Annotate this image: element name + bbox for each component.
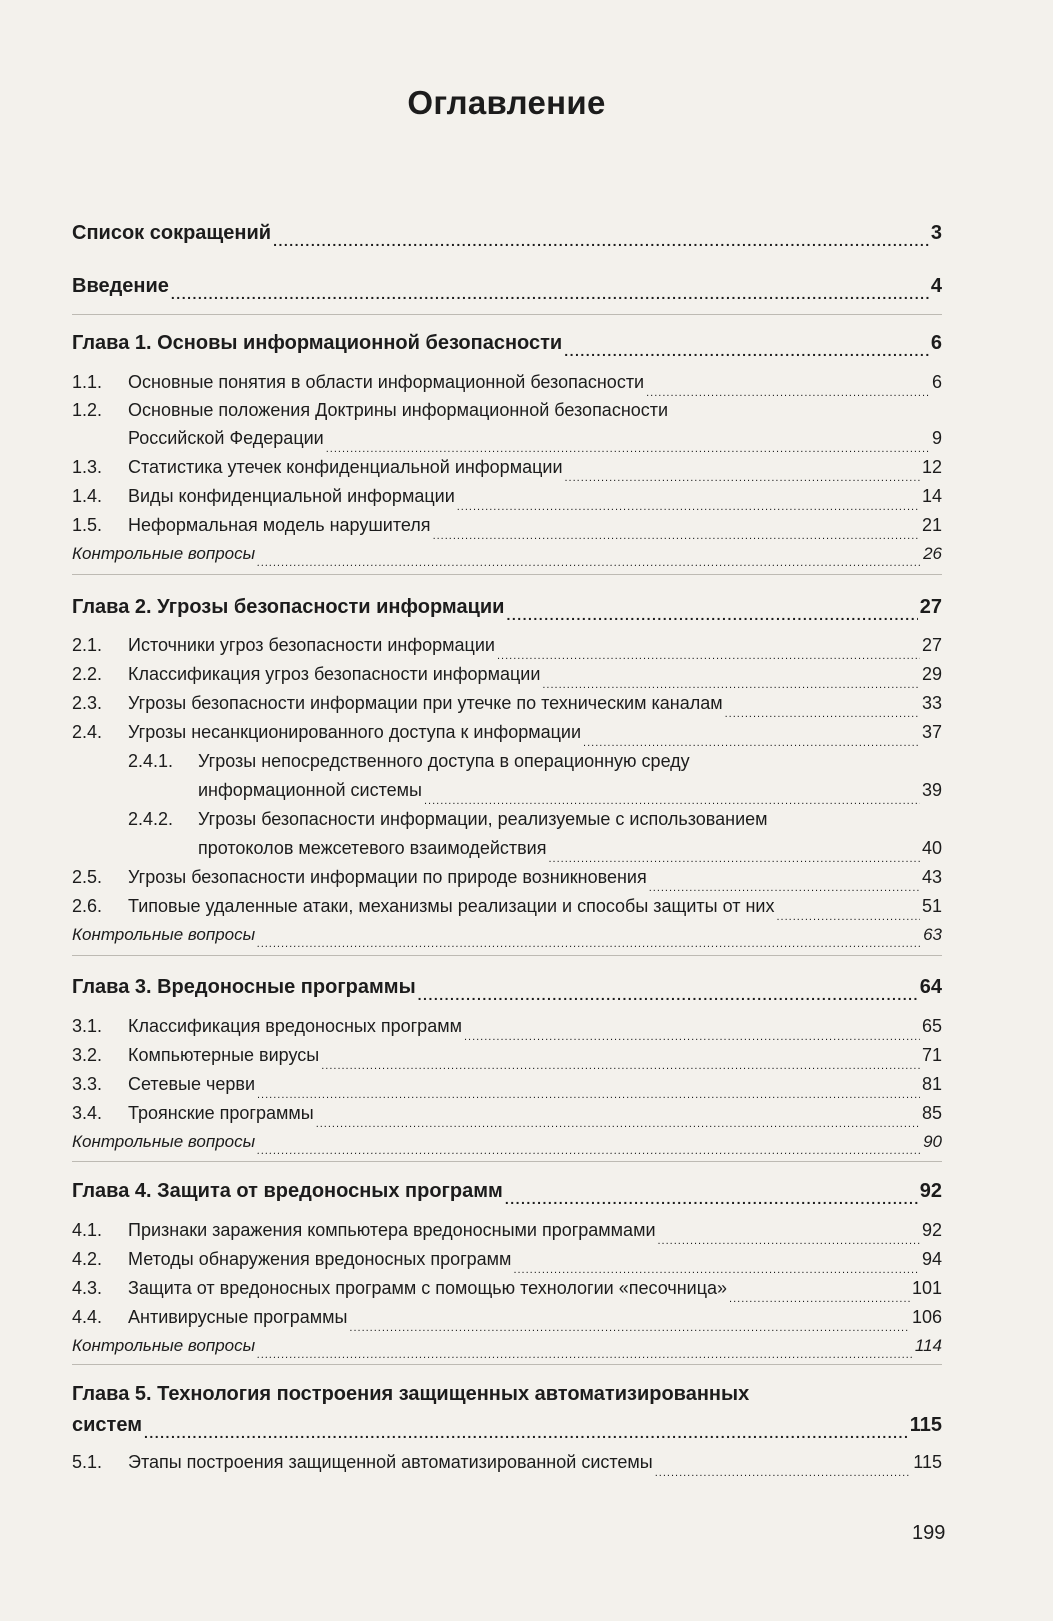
toc-entry-page: 33 [921,693,942,713]
toc-chapter-3[interactable] [72,976,942,1001]
dot-leader [257,935,921,952]
toc-entry-label: Сетевые черви [128,1074,255,1094]
toc-section-2-1[interactable] [72,635,942,661]
toc-control-questions-2[interactable] [72,925,942,949]
toc-entry-number: 4.3. [72,1278,103,1298]
toc-entry-label: Список сокращений [72,222,272,244]
toc-entry-label: Угрозы безопасности информации, реализуемые с использованием [198,809,768,829]
toc-entry-label: Глава 5. Технология построения защищенных автоматизированных [72,1383,750,1405]
toc-entry-label: Методы обнаружения вредоносных программ [128,1249,512,1269]
section-divider [72,314,942,315]
dot-leader [316,1114,920,1132]
toc-entry-page: 27 [919,596,942,618]
dot-leader [457,497,920,515]
toc-section-2-2[interactable] [72,664,942,690]
toc-entry-page: 26 [923,544,942,563]
toc-entry-page: 21 [921,515,942,535]
section-divider [72,574,942,575]
toc-entry-label: Классификация угроз безопасности информации [128,664,541,684]
toc-subsection-2-4-2-line1[interactable] [128,809,768,830]
toc-entry-page: 63 [923,925,942,944]
toc-entry-number: 3.4. [72,1103,103,1123]
toc-section-2-6[interactable] [72,896,942,922]
dot-leader [464,1027,920,1045]
dot-leader [424,791,920,809]
toc-entry-introduction[interactable] [72,275,942,300]
toc-subsection-2-4-1[interactable] [198,780,942,806]
toc-section-1-4[interactable] [72,486,942,512]
toc-entry-number: 1.5. [72,515,103,535]
dot-leader [497,646,920,664]
toc-entry-page: 94 [921,1249,942,1269]
toc-chapter-4[interactable] [72,1180,942,1205]
toc-entry-abbreviations[interactable] [72,222,942,247]
section-divider [72,955,942,956]
toc-entry-number: 1.2. [72,400,103,420]
toc-entry-label: Контрольные вопросы [72,925,256,944]
toc-entry-label: Угрозы безопасности информации при утечке по техническим каналам [128,693,723,713]
toc-entry-page: 114 [914,1336,942,1355]
toc-subsection-2-4-1-line1[interactable] [128,751,690,772]
toc-entry-label: Угрозы несанкционированного доступа к информации [128,722,582,742]
toc-section-3-4[interactable] [72,1103,942,1129]
toc-entry-page: 40 [921,838,942,858]
toc-section-2-3[interactable] [72,693,942,719]
toc-entry-label: Классификация вредоносных программ [128,1016,462,1036]
dot-leader [776,907,920,925]
toc-entry-label: Глава 4. Защита от вредоносных программ [72,1180,503,1202]
dot-leader [257,1346,913,1363]
page-title: Оглавление [407,84,606,121]
dot-leader [655,1463,912,1481]
dot-leader [513,1260,920,1278]
dot-leader [583,733,920,751]
section-divider [72,1161,942,1162]
toc-entry-number: 2.4.2. [128,809,174,829]
dot-leader [418,984,918,1004]
toc-entry-page: 71 [921,1045,942,1065]
toc-section-1-3[interactable] [72,457,942,483]
dot-leader [257,1085,920,1103]
toc-entry-label: Компьютерные вирусы [128,1045,320,1065]
page-number: 199 [912,1522,946,1544]
toc-entry-label-continued: Российской Федерации [128,428,324,448]
toc-section-2-5[interactable] [72,867,942,893]
toc-entry-label: Неформальная модель нарушителя [128,515,431,535]
toc-section-2-4[interactable] [72,722,942,748]
toc-entry-number: 5.1. [72,1452,103,1472]
toc-entry-page: 39 [921,780,942,800]
toc-section-3-2[interactable] [72,1045,942,1071]
dot-leader [349,1318,910,1336]
toc-entry-label: Основные понятия в области информационной безопасности [128,372,645,392]
toc-entry-number: 4.4. [72,1307,103,1327]
dot-leader [273,230,929,250]
toc-entry-number: 2.1. [72,635,103,655]
toc-entry-label: Признаки заражения компьютера вредоносными программами [128,1220,656,1240]
dot-leader [542,675,920,693]
toc-entry-page: 115 [913,1452,942,1472]
toc-entry-label: Этапы построения защищенной автоматизированной системы [128,1452,653,1472]
dot-leader [506,604,917,624]
toc-entry-label: Введение [72,275,169,297]
toc-entry-number: 3.1. [72,1016,103,1036]
toc-chapter-5[interactable] [72,1414,942,1439]
toc-entry-label-continued: протоколов межсетевого взаимодействия [198,838,547,858]
dot-leader [549,849,920,867]
toc-entry-label: Угрозы безопасности информации по природе возникновения [128,867,647,887]
toc-entry-page: 29 [921,664,942,684]
toc-entry-label: Основные положения Доктрины информационной безопасности [128,400,669,420]
toc-entry-number: 2.3. [72,693,103,713]
toc-entry-label: Антивирусные программы [128,1307,348,1327]
toc-section-1-5[interactable] [72,515,942,541]
toc-entry-number: 2.4.1. [128,751,174,771]
toc-section-4-1[interactable] [72,1220,942,1246]
toc-entry-page: 37 [921,722,942,742]
dot-leader [658,1231,920,1249]
toc-entry-label: Контрольные вопросы [72,1132,256,1151]
toc-entry-page: 4 [930,275,942,297]
toc-entry-label: Контрольные вопросы [72,544,256,563]
toc-entry-number: 3.3. [72,1074,103,1094]
toc-entry-page: 64 [919,976,942,998]
dot-leader [564,340,929,360]
toc-entry-page: 92 [919,1180,942,1202]
dot-leader [257,554,921,571]
toc-entry-page: 6 [930,332,942,354]
toc-entry-page: 92 [921,1220,942,1240]
toc-entry-number: 2.6. [72,896,103,916]
toc-entry-number: 1.4. [72,486,103,506]
toc-entry-label: Глава 1. Основы информационной безопасности [72,332,563,354]
dot-leader [257,1142,921,1159]
toc-entry-page: 43 [921,867,942,887]
dot-leader [729,1289,910,1307]
toc-entry-number: 2.2. [72,664,103,684]
toc-entry-label: Защита от вредоносных программ с помощью технологии «песочница» [128,1278,728,1298]
dot-leader [649,878,920,896]
toc-entry-label: Глава 2. Угрозы безопасности информации [72,596,505,618]
toc-entry-page: 65 [921,1016,942,1036]
toc-entry-page: 106 [911,1307,942,1327]
toc-entry-page: 51 [921,896,942,916]
toc-entry-page: 85 [921,1103,942,1123]
toc-section-1-1[interactable] [72,372,942,398]
dot-leader [171,283,929,303]
toc-section-4-2[interactable] [72,1249,942,1275]
toc-chapter-2[interactable] [72,596,942,621]
toc-entry-page: 12 [921,457,942,477]
toc-section-4-4[interactable] [72,1307,942,1333]
toc-entry-label-continued: информационной системы [198,780,422,800]
toc-entry-label-continued: систем [72,1414,142,1436]
dot-leader [144,1422,908,1442]
dot-leader [725,704,920,722]
section-divider [72,1364,942,1365]
toc-entry-label: Троянские программы [128,1103,314,1123]
toc-subsection-2-4-2[interactable] [198,838,942,864]
dot-leader [646,383,930,401]
dot-leader [326,439,930,457]
toc-entry-number: 4.1. [72,1220,103,1240]
toc-control-questions-3[interactable] [72,1132,942,1156]
toc-entry-page: 6 [931,372,942,392]
toc-chapter-5-line1[interactable] [72,1383,749,1406]
toc-entry-label: Типовые удаленные атаки, механизмы реализации и способы защиты от них [128,896,775,916]
toc-chapter-1[interactable] [72,332,942,357]
toc-control-questions-4[interactable] [72,1336,942,1360]
toc-section-1-2[interactable] [128,428,942,454]
toc-section-3-1[interactable] [72,1016,942,1042]
toc-entry-label: Угрозы непосредственного доступа в операционную среду [198,751,690,771]
dot-leader [565,468,920,486]
toc-entry-number: 1.3. [72,457,103,477]
dot-leader [321,1056,920,1074]
toc-entry-page: 81 [921,1074,942,1094]
dot-leader [433,526,920,544]
toc-entry-page: 115 [909,1414,942,1436]
toc-entry-page: 9 [931,428,942,448]
toc-section-1-2-line1[interactable] [72,400,668,421]
toc-control-questions-1[interactable] [72,544,942,568]
toc-entry-page: 3 [930,222,942,244]
toc-entry-number: 2.5. [72,867,103,887]
toc-entry-number: 4.2. [72,1249,103,1269]
toc-entry-label: Источники угроз безопасности информации [128,635,495,655]
dot-leader [505,1188,918,1208]
toc-section-4-3[interactable] [72,1278,942,1304]
toc-entry-page: 27 [921,635,942,655]
toc-entry-page: 101 [911,1278,942,1298]
toc-section-5-1[interactable] [72,1452,942,1478]
toc-entry-number: 1.1. [72,372,103,392]
toc-entry-label: Контрольные вопросы [72,1336,256,1355]
toc-section-3-3[interactable] [72,1074,942,1100]
toc-entry-page: 90 [923,1132,942,1151]
toc-entry-label: Глава 3. Вредоносные программы [72,976,416,998]
toc-entry-page: 14 [921,486,942,506]
toc-entry-label: Виды конфиденциальной информации [128,486,455,506]
toc-entry-label: Статистика утечек конфиденциальной информации [128,457,563,477]
toc-entry-number: 3.2. [72,1045,103,1065]
toc-entry-number: 2.4. [72,722,103,742]
